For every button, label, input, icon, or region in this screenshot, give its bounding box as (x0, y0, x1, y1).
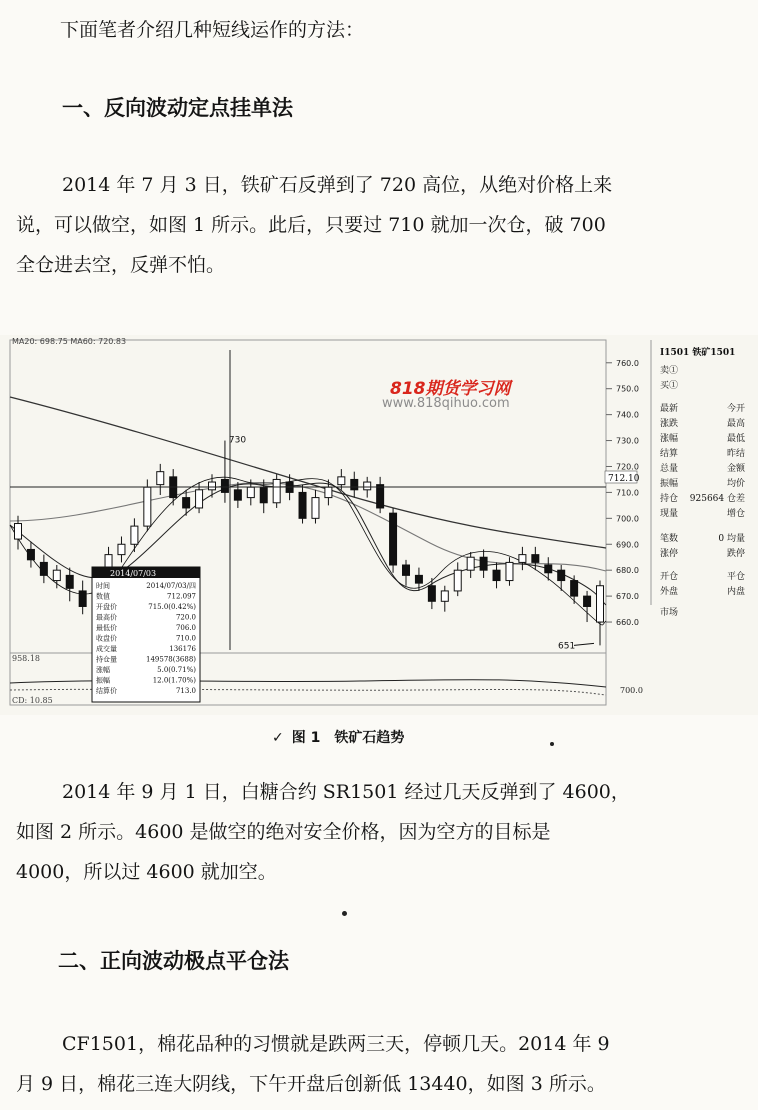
quote-row-value: 增仓 (726, 509, 745, 519)
quote-row-label: 涨跌 (660, 419, 679, 429)
candle-body (532, 555, 539, 563)
info-row-label: 最高价 (96, 613, 117, 622)
info-row-label: 涨幅 (96, 666, 110, 674)
section2-paragraph-1: CF1501，棉花品种的习惯就是跌两三天，停顿几天。2014 年 9 月 9 日，棉花三连大阴线，下午开盘后创新低 13440，如图 3 所示。 (16, 1033, 610, 1095)
quote-row-label: 卖① (660, 366, 679, 376)
sub-label-1: 958.18 (12, 654, 40, 663)
info-row-value: 12.0(1.70%) (152, 676, 196, 685)
candle-body (545, 565, 552, 573)
quote-row-value: 最低 (726, 434, 745, 444)
watermark-url: www.818qihuo.com (382, 396, 510, 411)
info-row-value: 706.0 (175, 624, 196, 632)
caption-number: 图 1 (291, 730, 321, 746)
info-box-header: 2014/07/03 (110, 569, 157, 578)
quote-row-value: 今开 (726, 404, 745, 414)
quote-row-label: 总量 (660, 464, 679, 474)
info-row-label: 时间 (96, 582, 110, 590)
quote-row-value: 平仓 (726, 572, 745, 582)
candle-body (338, 477, 345, 485)
y-tick-label: 760.0 (616, 358, 639, 368)
candle-body (144, 487, 151, 526)
y-tick-label: 740.0 (616, 410, 639, 420)
high-label: 730 (228, 435, 247, 446)
quote-row-label: 最新 (660, 404, 679, 414)
quote-row-value: 925664 仓差 (689, 494, 745, 504)
info-row-label: 成交量 (96, 645, 117, 653)
price-tag: 712.10 (608, 474, 640, 484)
watermark-logo: 818期货学习网 (390, 379, 511, 399)
candle-body (325, 487, 332, 497)
info-row-value: 715.0(0.42%) (148, 603, 196, 611)
quote-row-value: 金额 (726, 464, 745, 474)
info-row-value: 2014/07/03/四 (146, 582, 196, 590)
candle-body (597, 586, 604, 622)
candle-body (506, 562, 513, 580)
info-row-value: 710.0 (175, 634, 196, 643)
info-row-value: 720.0 (175, 613, 196, 622)
candle-body (79, 591, 86, 607)
candle-body (66, 575, 73, 588)
candle-body (351, 479, 358, 489)
section1-paragraph-2: 2014 年 9 月 1 日，白糖合约 SR1501 经过几天反弹到了 4600， 如图 2 所示。4600 是做空的绝对安全价格，因为空方的目标是 4000，所以过 4600 就加空。 (16, 781, 630, 883)
figure1-chart (0, 335, 758, 715)
quote-row-label: 开仓 (660, 572, 679, 582)
check-arrow-icon: ✓ (272, 730, 284, 746)
quote-row-label: 振幅 (660, 479, 679, 489)
info-row-value: 149578(3688) (146, 655, 196, 664)
candle-body (364, 482, 371, 490)
candle-body (299, 492, 306, 518)
quote-row-value: 0 均量 (718, 534, 745, 544)
print-speck (342, 911, 347, 916)
candle-body (519, 555, 526, 563)
quote-row-value: 均价 (726, 479, 745, 489)
candle-body (260, 487, 267, 503)
candle-body (221, 479, 228, 492)
quote-row-label: 结算 (660, 449, 679, 459)
quote-row-label: 买① (660, 381, 679, 391)
quote-row-label: 涨幅 (660, 434, 679, 444)
quote-row-label: 外盘 (660, 587, 679, 597)
quote-row-label: 涨停 (660, 549, 679, 559)
candle-body (571, 581, 578, 597)
low-label: 651 (558, 641, 576, 652)
info-row-label: 持仓量 (96, 655, 117, 664)
candle-body (183, 498, 190, 508)
y-tick-label: 680.0 (616, 566, 639, 576)
info-row-label: 最低价 (96, 624, 117, 632)
print-speck (550, 742, 554, 746)
candle-body (480, 557, 487, 570)
candle-body (118, 544, 125, 554)
quote-row-label: 笔数 (660, 534, 679, 544)
candle-body (428, 586, 435, 602)
info-row-label: 振幅 (96, 676, 110, 685)
section2-heading: 二、正向波动极点平仓法 (58, 949, 289, 973)
y-tick-label: 660.0 (616, 618, 639, 628)
candle-body (415, 575, 422, 583)
info-row-value: 713.0 (175, 687, 196, 695)
candle-body (390, 513, 397, 565)
y-tick-label: 730.0 (616, 436, 639, 446)
y-tick-label: 700.0 (616, 514, 639, 524)
info-row-value: 712.097 (167, 592, 196, 601)
info-row-label: 结算价 (96, 687, 117, 695)
candle-body (558, 570, 565, 580)
quote-row-label: 持仓 (660, 494, 679, 504)
y-tick-label: 720.0 (616, 462, 639, 472)
quote-row-value: 内盘 (726, 587, 745, 597)
candle-body (493, 570, 500, 580)
quote-row-value: 最高 (726, 419, 745, 429)
candle-body (234, 490, 241, 500)
intro-text: 下面笔者介绍几种短线运作的方法： (60, 19, 365, 41)
candle-body (441, 591, 448, 601)
ma-legend: MA20: 698.75 MA60: 720.83 (12, 337, 127, 346)
candle-body (157, 472, 164, 485)
candle-body (27, 549, 34, 559)
candle-body (131, 526, 138, 544)
candle-body (247, 487, 254, 497)
figure1-caption (272, 727, 404, 747)
y-tick-label: 690.0 (616, 540, 639, 550)
candle-body (403, 565, 410, 575)
quote-row-value: 昨结 (726, 449, 745, 459)
candle-body (40, 562, 47, 575)
info-row-label: 收盘价 (96, 634, 117, 643)
quote-title: I1501 铁矿1501 (660, 348, 736, 358)
quote-row-label: 市场 (660, 608, 679, 618)
y-tick-label: 750.0 (616, 384, 639, 394)
caption-title: 铁矿石趋势 (334, 730, 405, 746)
quote-row-label: 现量 (660, 509, 679, 519)
section1-heading: 一、反向波动定点挂单法 (62, 96, 293, 120)
section1-paragraph-1: 2014 年 7 月 3 日，铁矿石反弹到了 720 高位，从绝对价格上来 说，可以做空，如图 1 所示。此后，只要过 710 就加一次仓，破 700 全仓进去空，反弹不怕。 (16, 174, 613, 276)
candle-body (312, 498, 319, 519)
candle-body (377, 485, 384, 508)
candle-body (196, 490, 203, 508)
candle-body (454, 570, 461, 591)
info-row-value: 136176 (169, 645, 196, 653)
candle-body (273, 479, 280, 502)
candle-body (209, 482, 216, 490)
info-box (92, 567, 200, 702)
info-row-label: 开盘价 (96, 603, 117, 611)
candle-body (53, 570, 60, 580)
y-tick-label: 710.0 (616, 488, 639, 498)
quote-row-value: 跌停 (726, 549, 745, 559)
sub-axis-label: 700.0 (620, 686, 643, 695)
candle-body (15, 524, 22, 540)
candle-body (467, 557, 474, 570)
y-tick-label: 670.0 (616, 592, 639, 602)
sub-label-2: CD: 10.85 (12, 696, 53, 705)
info-row-value: 5.0(0.71%) (157, 666, 196, 674)
info-row-label: 数值 (96, 592, 110, 601)
candle-body (584, 596, 591, 606)
